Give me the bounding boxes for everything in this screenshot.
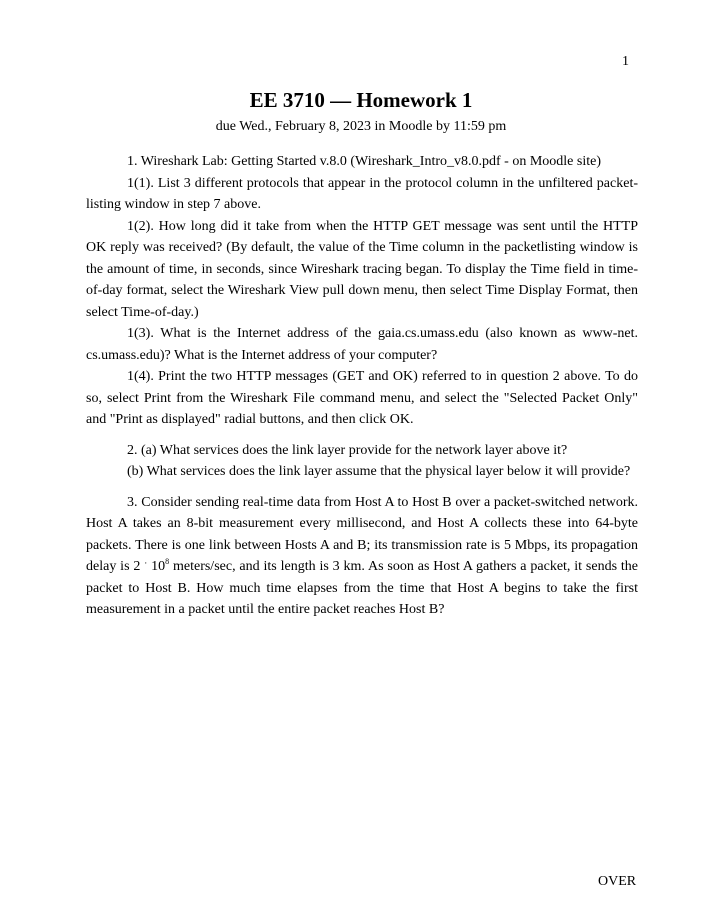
multiplication-dot: ·: [144, 558, 148, 568]
power-exponent: 8: [165, 557, 170, 566]
problem-1-part-1: 1(1). List 3 different protocols that appear in the protocol column in the unfiltered packet-listing window in step 7 above.: [86, 175, 638, 212]
problem-3-text-start: 3. Consider sending real-time data from Host A to Host B over a packet-switched network. Host A takes an 8-bit measurement every millisecond, and Host A collects these into 64-byte packets. There is one link between Hosts A and B; its transmission rate is 5 Mbps, its propagation delay is 2: [86, 494, 638, 574]
footer-over: OVER: [598, 874, 637, 889]
problem-1-heading: 1. Wireshark Lab: Getting Started v.8.0 (Wireshark_Intro_v8.0.pdf - on Moodle site): [127, 154, 601, 169]
problem-2-part-b: (b) What services does the link layer assume that the physical layer below it will provide?: [127, 464, 631, 479]
problem-3: [86, 492, 638, 621]
problem-3-text-end: meters/sec, and its length is 3 km. As soon as Host A gathers a packet, it sends the packet to Host B. How much time elapses from the time that Host A begins to take the first measurement in a packet until the entire packet reaches Host B?: [86, 559, 639, 617]
problem-1-part-4: 1(4). Print the two HTTP messages (GET and OK) referred to in question 2 above. To do so, select Print from the Wireshark File command menu, and select the "Selected Packet Only" and "Print as displayed" radial buttons, and then click OK.: [86, 369, 638, 427]
problem-1-part-2: 1(2). How long did it take from when the HTTP GET message was sent until the HTTP OK reply was received? (By default, the value of the Time column in the packetlisting window is the amount of time, in seconds, since Wireshark tracing began. To display the Time field in time-of-day format, select the Wireshark View pull down menu, then select Time Display Format, then select Time-of-day.): [86, 218, 638, 320]
problem-1-part-3: 1(3). What is the Internet address of the gaia.cs.umass.edu (also known as www-net. cs.umass.edu)? What is the Internet address of your computer?: [86, 326, 638, 363]
paragraph-gap: [86, 431, 638, 440]
page-number: 1: [622, 54, 629, 69]
problem-2-part-a: 2. (a) What services does the link layer provide for the network layer above it?: [127, 442, 568, 458]
paragraph-gap: [86, 483, 638, 492]
due-date-subtitle: due Wed., February 8, 2023 in Moodle by 11:59 pm: [215, 119, 507, 134]
power-base: 10: [147, 559, 166, 574]
page-title: EE 3710 — Homework 1: [249, 88, 473, 112]
homework-body: [86, 151, 638, 621]
